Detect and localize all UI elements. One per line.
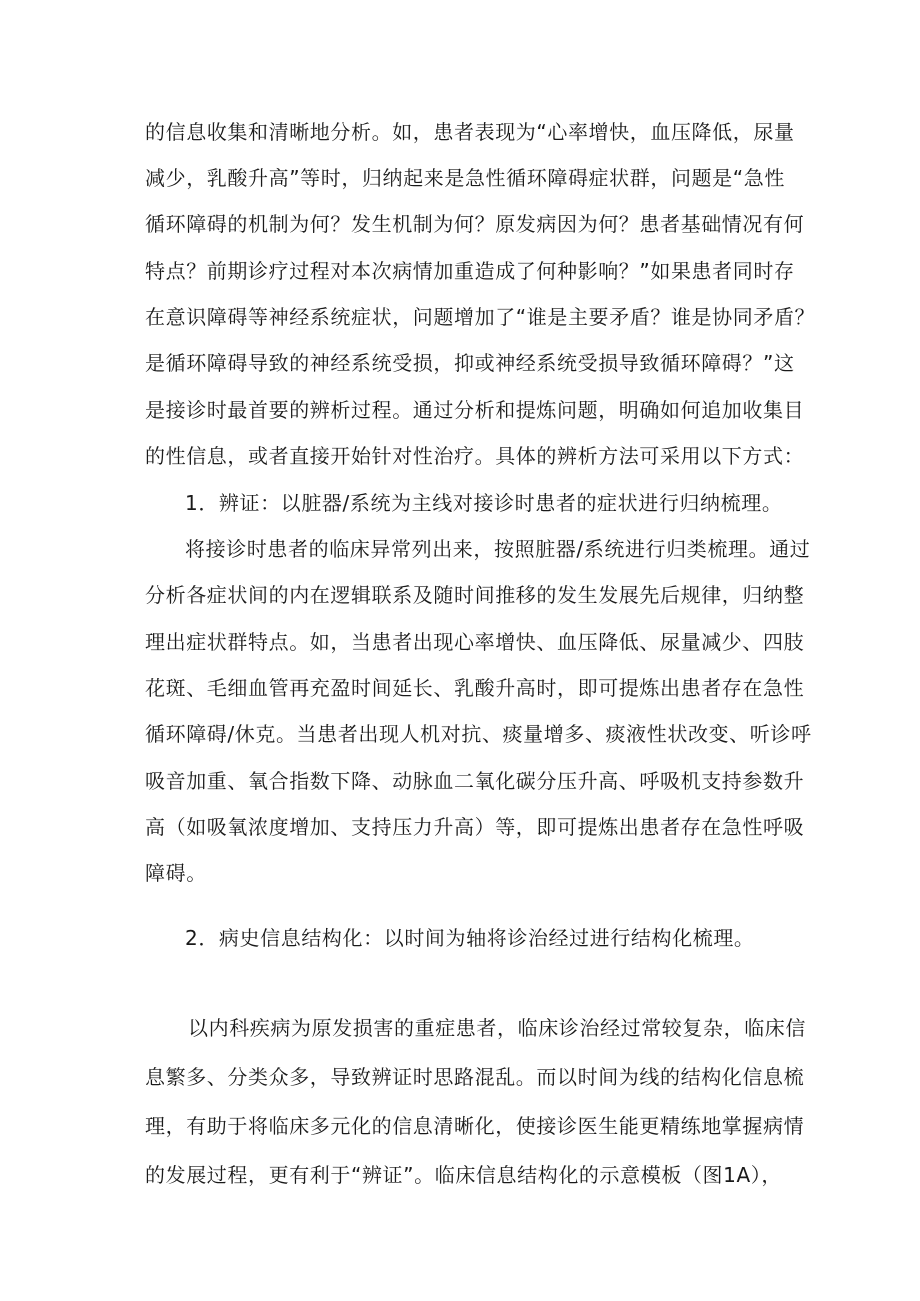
paragraph-line: 分析各症状间的内在逻辑联系及随时间推移的发生发展先后规律，归纳整 [145,583,805,607]
paragraph-line: 高（如吸氧浓度增加、支持压力升高）等，即可提炼出患者存在急性呼吸 [145,815,805,839]
paragraph-line: 的发展过程，更有利于“辨证”。临床信息结构化的示意模板（图1A）， [145,1163,782,1187]
paragraph-line: 的信息收集和清晰地分析。如，患者表现为“心率增快，血压降低，尿量 [145,120,795,144]
paragraph-line: 是循环障碍导致的神经系统受损，抑或神经系统受损导致循环障碍？”这 [145,351,795,375]
paragraph-line: 理出症状群特点。如，当患者出现心率增快、血压降低、尿量减少、四肢 [145,630,805,654]
paragraph-line: 减少，乳酸升高”等时，归纳起来是急性循环障碍症状群，问题是“急性 [145,166,785,190]
paragraph-line: 息繁多、分类众多，导致辨证时思路混乱。而以时间为线的结构化信息梳 [145,1065,805,1089]
paragraph-line: 花斑、毛细血管再充盈时间延长、乳酸升高时，即可提炼出患者存在急性 [145,676,805,700]
paragraph-line: 障碍。 [145,861,207,885]
paragraph-line: 理，有助于将临床多元化的信息清晰化，使接诊医生能更精练地掌握病情 [145,1114,805,1138]
paragraph-line: 将接诊时患者的临床异常列出来，按照脏器/系统进行归类梳理。通过 [185,537,811,561]
section-heading: 1．辨证：以脏器/系统为主线对接诊时患者的症状进行归纳梳理。 [185,491,783,515]
paragraph-line: 的性信息，或者直接开始针对性治疗。具体的辨析方法可采用以下方式： [145,444,805,468]
paragraph-line: 循环障碍的机制为何？发生机制为何？原发病因为何？患者基础情况有何 [145,212,805,236]
paragraph-line: 吸音加重、氧合指数下降、动脉血二氧化碳分压升高、呼吸机支持参数升 [145,769,805,793]
section-heading: 2．病史信息结构化：以时间为轴将诊治经过进行结构化梳理。 [185,926,755,950]
paragraph-line: 是接诊时最首要的辨析过程。通过分析和提炼问题，明确如何追加收集目 [145,398,805,422]
paragraph-line: 循环障碍/休克。当患者出现人机对抗、痰量增多、痰液性状改变、听诊呼 [145,722,812,746]
paragraph-line: 在意识障碍等神经系统症状，问题增加了“谁是主要矛盾？谁是协同矛盾？ [145,305,816,329]
paragraph-line: 以内科疾病为原发损害的重症患者，临床诊治经过常较复杂，临床信 [188,1016,806,1040]
paragraph-line: 特点？前期诊疗过程对本次病情加重造成了何种影响？”如果患者同时存 [145,259,795,283]
